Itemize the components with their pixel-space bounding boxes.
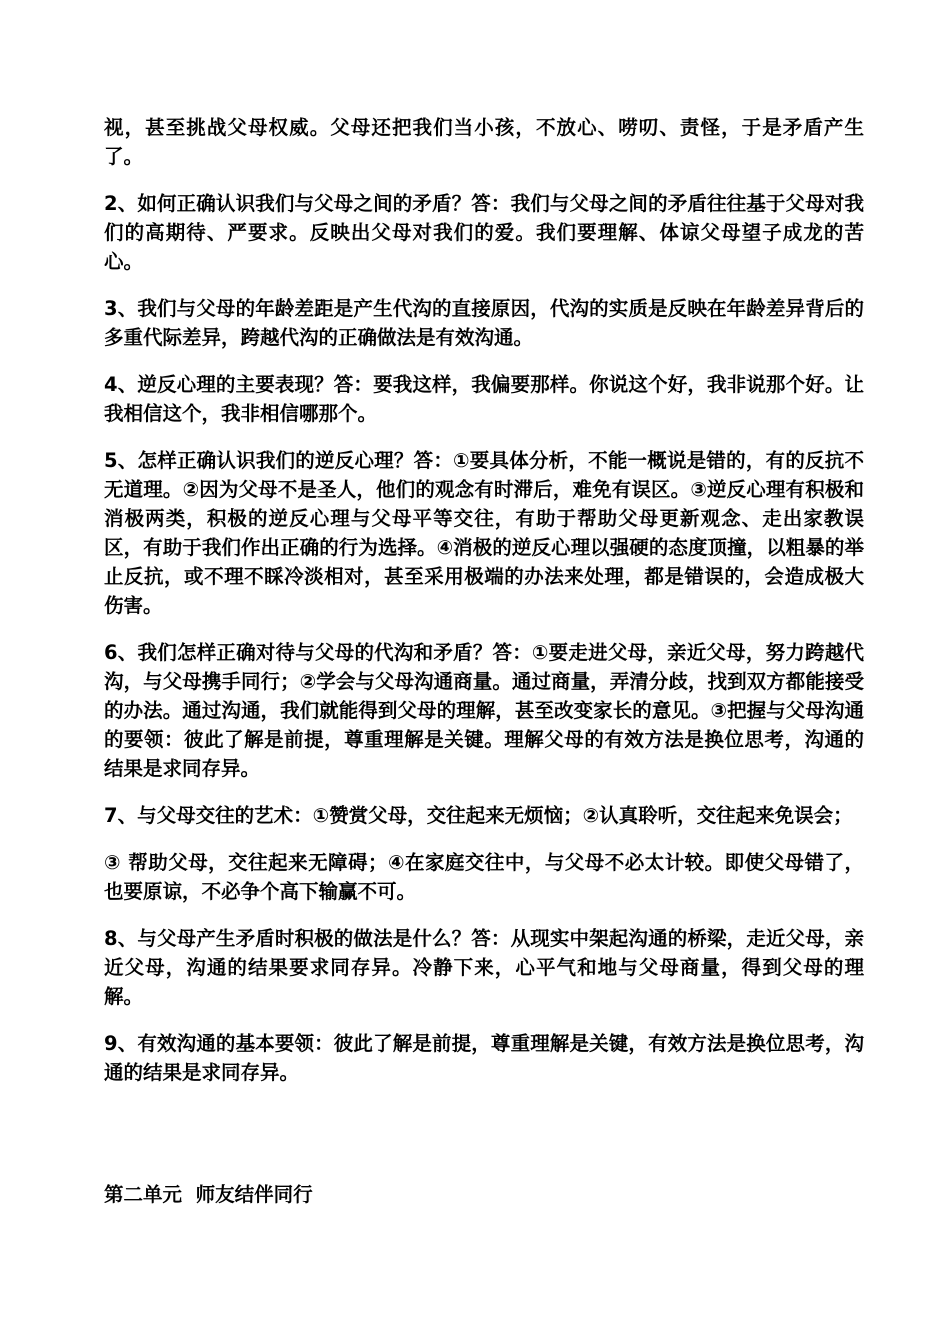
paragraph-continuation: 视，甚至挑战父母权威。父母还把我们当小孩，不放心、唠叨、责怪，于是矛盾产生了。 bbox=[104, 116, 864, 168]
paragraph-item-7-continued: ③ 帮助父母，交往起来无障碍；④在家庭交往中，与父母不必太计较。即使父母错了，也要原谅，不必争个高下输赢不可。 bbox=[104, 851, 864, 903]
paragraph-item-7: 7、与父母交往的艺术：①赞赏父母，交往起来无烦恼；②认真聆听，交往起来免误会； bbox=[104, 804, 853, 827]
document-body bbox=[104, 113, 864, 1105]
paragraph-item-5: 5、怎样正确认识我们的逆反心理？答：①要具体分析，不能一概说是错的，有的反抗不无道理。②因为父母不是圣人，他们的观念有时滞后，难免有误区。③逆反心理有积极和消极两类，积极的逆反心理与父母平等交往，有助于帮助父母更新观念、走出家教误区，有助于我们作出正确的行为选择。④消极的逆反心理以强硬的态度顶撞，以粗暴的举止反抗，或不理不睬冷淡相对，甚至采用极端的办法来处理，都是错误的，会造成极大伤害。 bbox=[104, 449, 864, 617]
paragraph-item-6: 6、我们怎样正确对待与父母的代沟和矛盾？答：①要走进父母，亲近父母，努力跨越代沟，与父母携手同行；②学会与父母沟通商量。通过商量，弄清分歧，找到双方都能接受的办法。通过沟通，我们就能得到父母的理解，甚至改变家长的意见。③把握与父母沟通的要领：彼此了解是前提，尊重理解是关键。理解父母的有效方法是换位思考，沟通的结果是求同存异。 bbox=[104, 641, 864, 780]
paragraph-item-8: 8、与父母产生矛盾时积极的做法是什么？答：从现实中架起沟通的桥梁，走近父母，亲近父母，沟通的结果要求同存异。冷静下来，心平气和地与父母商量，得到父母的理解。 bbox=[104, 927, 864, 1008]
paragraph-item-4: 4、逆反心理的主要表现？答：要我这样，我偏要那样。你说这个好，我非说那个好。让我相信这个，我非相信哪那个。 bbox=[104, 373, 864, 425]
section-heading: 第二单元 师友结伴同行 bbox=[104, 1183, 313, 1206]
paragraph-item-2: 2、如何正确认识我们与父母之间的矛盾？答：我们与父母之间的矛盾往往基于父母对我们的高期待、严要求。反映出父母对我们的爱。我们要理解、体谅父母望子成龙的苦心。 bbox=[104, 192, 864, 273]
paragraph-item-9: 9、有效沟通的基本要领：彼此了解是前提，尊重理解是关键，有效方法是换位思考，沟通的结果是求同存异。 bbox=[104, 1032, 864, 1084]
paragraph-item-3: 3、我们与父母的年龄差距是产生代沟的直接原因，代沟的实质是反映在年龄差异背后的多重代际差异，跨越代沟的正确做法是有效沟通。 bbox=[104, 297, 864, 349]
